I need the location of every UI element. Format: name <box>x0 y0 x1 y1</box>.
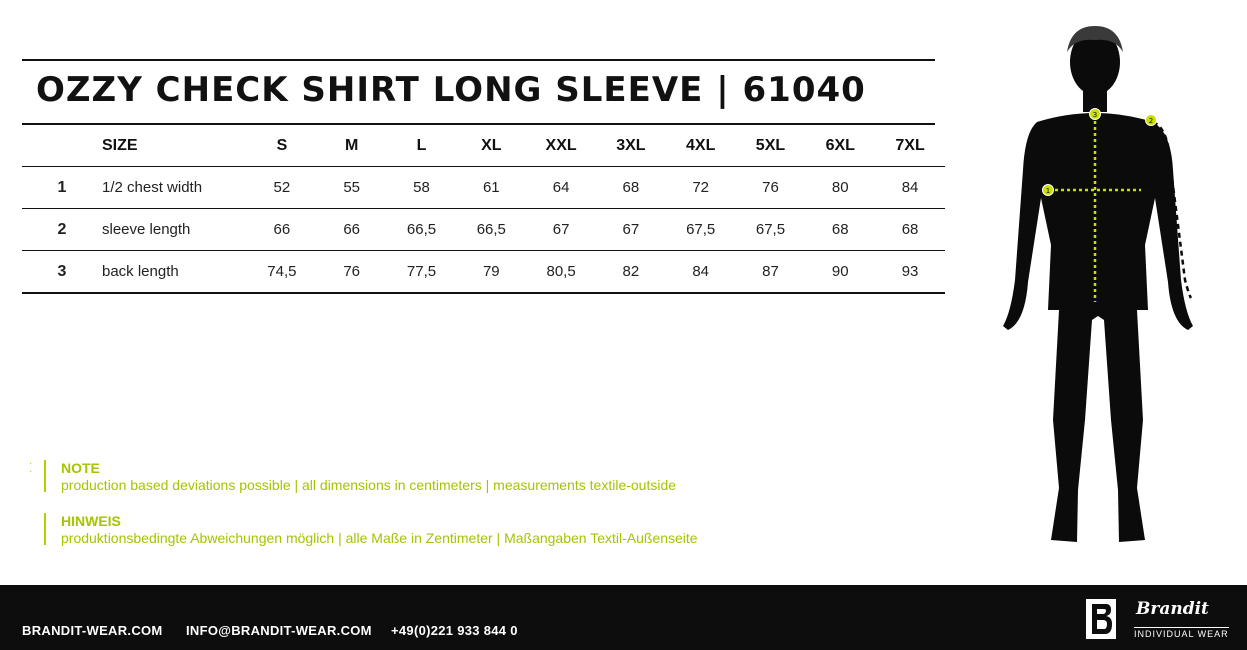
header-size-label: SIZE <box>102 136 138 154</box>
marker-1-label: 1 <box>1045 187 1051 195</box>
marker-2 <box>1146 115 1157 126</box>
size-header-cell: XL <box>481 136 502 154</box>
footer <box>0 585 1247 650</box>
value-cell: 66 <box>317 209 387 251</box>
value-cell: 76 <box>317 251 387 294</box>
size-header-cell: S <box>276 136 288 154</box>
note-heading: NOTE <box>61 460 100 476</box>
value-cell: 90 <box>805 251 875 294</box>
value-cell: 67,5 <box>736 209 806 251</box>
hinweis-block <box>61 513 698 547</box>
hinweis-heading: HINWEIS <box>61 513 121 529</box>
value-cell: 66,5 <box>387 209 457 251</box>
size-header-cell: 7XL <box>895 136 925 154</box>
value-cell: 82 <box>596 251 666 294</box>
value-cell: 61 <box>456 167 526 209</box>
value-cell: 58 <box>387 167 457 209</box>
value-cell: 93 <box>875 251 945 294</box>
value-cell: 68 <box>805 209 875 251</box>
value-cell: 80,5 <box>526 251 596 294</box>
size-header-cell: 5XL <box>755 136 786 154</box>
value-cell: 66 <box>247 209 317 251</box>
value-cell: 87 <box>736 251 806 294</box>
footer-phone: +49(0)221 933 844 0 <box>391 623 518 638</box>
value-cell: 79 <box>456 251 526 294</box>
value-cell: 80 <box>805 167 875 209</box>
value-cell: 77,5 <box>387 251 457 294</box>
value-cell: 67,5 <box>666 209 736 251</box>
brand-name: Brandit <box>1136 599 1209 619</box>
value-cell: 52 <box>247 167 317 209</box>
value-cell: 67 <box>596 209 666 251</box>
value-cell: 67 <box>526 209 596 251</box>
marker-3-label: 3 <box>1092 111 1098 119</box>
table-row <box>22 209 945 251</box>
value-cell: 68 <box>596 167 666 209</box>
body-silhouette-icon <box>985 20 1210 555</box>
size-header-cell: 4XL <box>686 136 716 154</box>
size-header-cell: M <box>345 136 359 154</box>
size-table <box>22 125 945 294</box>
footer-email-link[interactable]: INFO@BRANDIT-WEAR.COM <box>186 623 372 638</box>
value-cell: 84 <box>666 251 736 294</box>
page-title: OZZY CHECK SHIRT LONG SLEEVE | 61040 <box>36 70 866 110</box>
hinweis-text: produktionsbedingte Abweichungen möglich | alle Maße in Zentimeter | Maßangaben Textil-Außenseite <box>61 530 698 546</box>
marker-2-label: 2 <box>1148 117 1154 125</box>
brandit-logo-icon <box>1086 599 1116 639</box>
row-number: 1 <box>22 167 102 209</box>
marker-1 <box>1043 185 1054 196</box>
size-header-cell: L <box>416 136 427 154</box>
note-block <box>61 460 676 494</box>
value-cell: 64 <box>526 167 596 209</box>
value-cell: 72 <box>666 167 736 209</box>
footer-website-link[interactable]: BRANDIT-WEAR.COM <box>22 623 163 638</box>
size-header-cell: 3XL <box>616 136 646 154</box>
top-rule <box>22 59 935 61</box>
row-number: 3 <box>22 251 102 294</box>
brand-tagline: INDIVIDUAL WEAR <box>1134 629 1229 639</box>
value-cell: 55 <box>317 167 387 209</box>
hinweis-accent-bar <box>44 513 46 545</box>
header-num-cell <box>22 125 102 167</box>
note-text: production based deviations possible | all dimensions in centimeters | measurements textile-outside <box>61 477 677 493</box>
size-header-row <box>22 125 945 167</box>
size-header-cell: 6XL <box>825 136 855 154</box>
row-label: sleeve length <box>102 209 247 251</box>
value-cell: 74,5 <box>247 251 317 294</box>
marker-3 <box>1090 109 1101 120</box>
size-header-cell: XXL <box>545 136 577 154</box>
row-number: 2 <box>22 209 102 251</box>
value-cell: 76 <box>736 167 806 209</box>
value-cell: 66,5 <box>456 209 526 251</box>
note-dots-icon: · · <box>29 458 33 477</box>
value-cell: 84 <box>875 167 945 209</box>
note-accent-bar <box>44 460 46 492</box>
row-label: back length <box>102 251 247 294</box>
row-label: 1/2 chest width <box>102 167 247 209</box>
table-row <box>22 251 945 294</box>
value-cell: 68 <box>875 209 945 251</box>
table-row <box>22 167 945 209</box>
